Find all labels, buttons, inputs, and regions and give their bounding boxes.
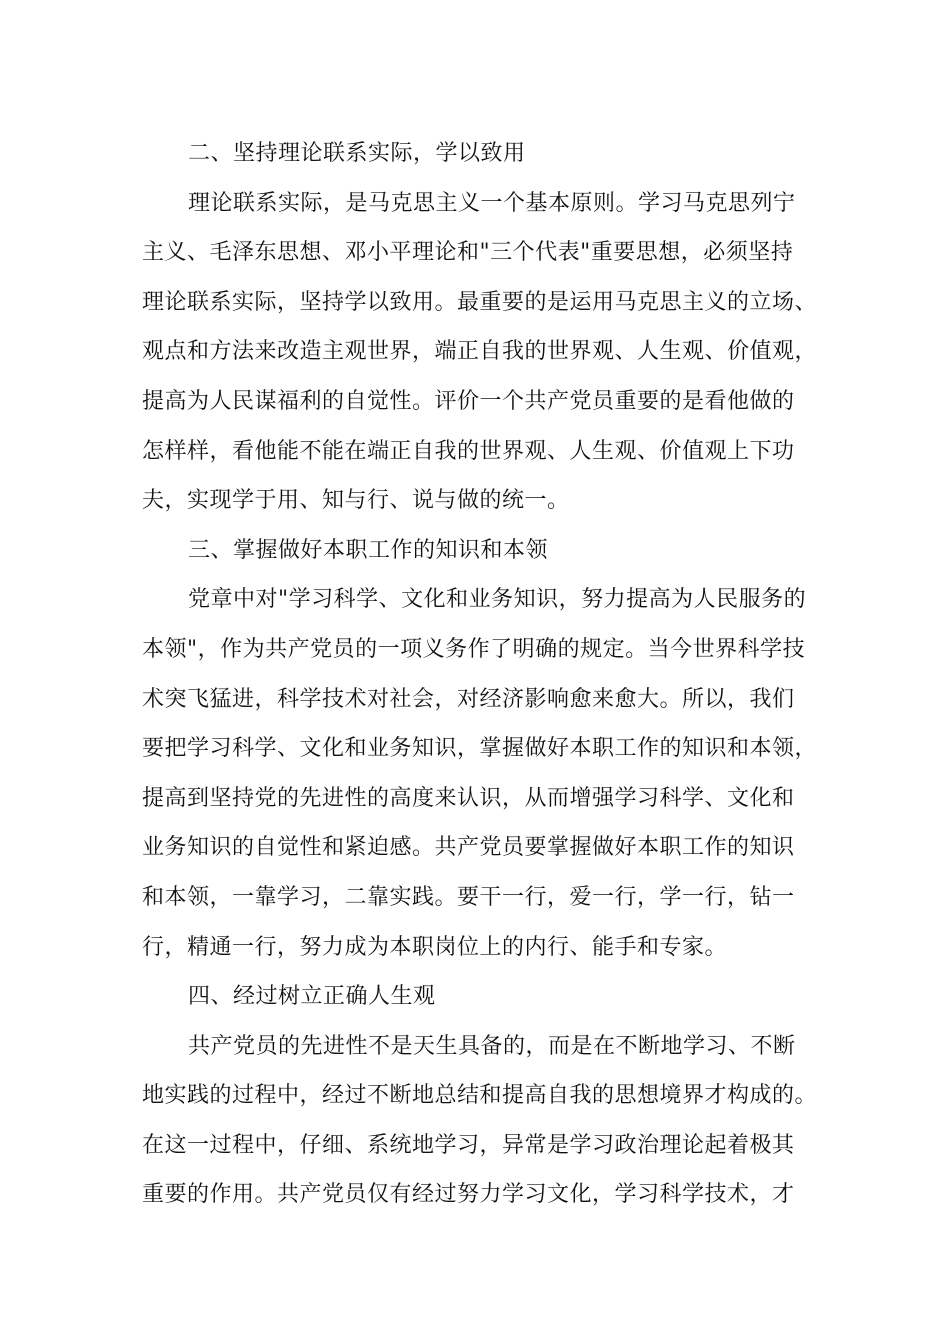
paragraph-line: 共产党员的先进性不是天生具备的，而是在不断地学习、不断	[188, 1033, 796, 1059]
paragraph-line: 地实践的过程中，经过不断地总结和提高自我的思想境界才构成的。	[142, 1083, 818, 1109]
section-heading-3: 三、掌握做好本职工作的知识和本领	[188, 537, 549, 563]
paragraph-line: 理论联系实际，坚持学以致用。最重要的是运用马克思主义的立场、	[142, 289, 818, 315]
section-heading-2: 二、坚持理论联系实际，学以致用	[188, 141, 526, 166]
section-heading-4: 四、经过树立正确人生观	[188, 984, 436, 1010]
paragraph-line: 术突飞猛进，科学技术对社会，对经济影响愈来愈大。所以，我们	[142, 686, 795, 712]
paragraph-line: 观点和方法来改造主观世界，端正自我的世界观、人生观、价值观，	[142, 339, 818, 365]
paragraph-line: 业务知识的自觉性和紧迫感。共产党员要掌握做好本职工作的知识	[142, 835, 795, 861]
paragraph-line: 夫，实现学于用、知与行、说与做的统一。	[142, 488, 570, 514]
paragraph-line: 主义、毛泽东思想、邓小平理论和"三个代表"重要思想，必须坚持	[142, 240, 794, 266]
paragraph-line: 本领"，作为共产党员的一项义务作了明确的规定。当今世界科学技	[142, 636, 806, 662]
paragraph-line: 理论联系实际，是马克思主义一个基本原则。学习马克思列宁	[188, 190, 796, 216]
paragraph-line: 要把学习科学、文化和业务知识，掌握做好本职工作的知识和本领，	[142, 736, 818, 762]
paragraph-line: 重要的作用。共产党员仅有经过努力学习文化，学习科学技术，才	[142, 1182, 795, 1208]
paragraph-line: 行，精通一行，努力成为本职岗位上的内行、能手和专家。	[142, 934, 728, 960]
paragraph-line: 党章中对"学习科学、文化和业务知识，努力提高为人民服务的	[188, 587, 807, 613]
paragraph-line: 在这一过程中，仔细、系统地学习，异常是学习政治理论起着极其	[142, 1132, 795, 1158]
paragraph-line: 和本领，一靠学习，二靠实践。要干一行，爱一行，学一行，钻一	[142, 884, 795, 910]
document-body	[142, 129, 822, 1220]
paragraph-line: 提高到坚持党的先进性的高度来认识，从而增强学习科学、文化和	[142, 785, 795, 811]
paragraph-line: 提高为人民谋福利的自觉性。评价一个共产党员重要的是看他做的	[142, 388, 795, 414]
paragraph-line: 怎样样，看他能不能在端正自我的世界观、人生观、价值观上下功	[142, 438, 795, 464]
